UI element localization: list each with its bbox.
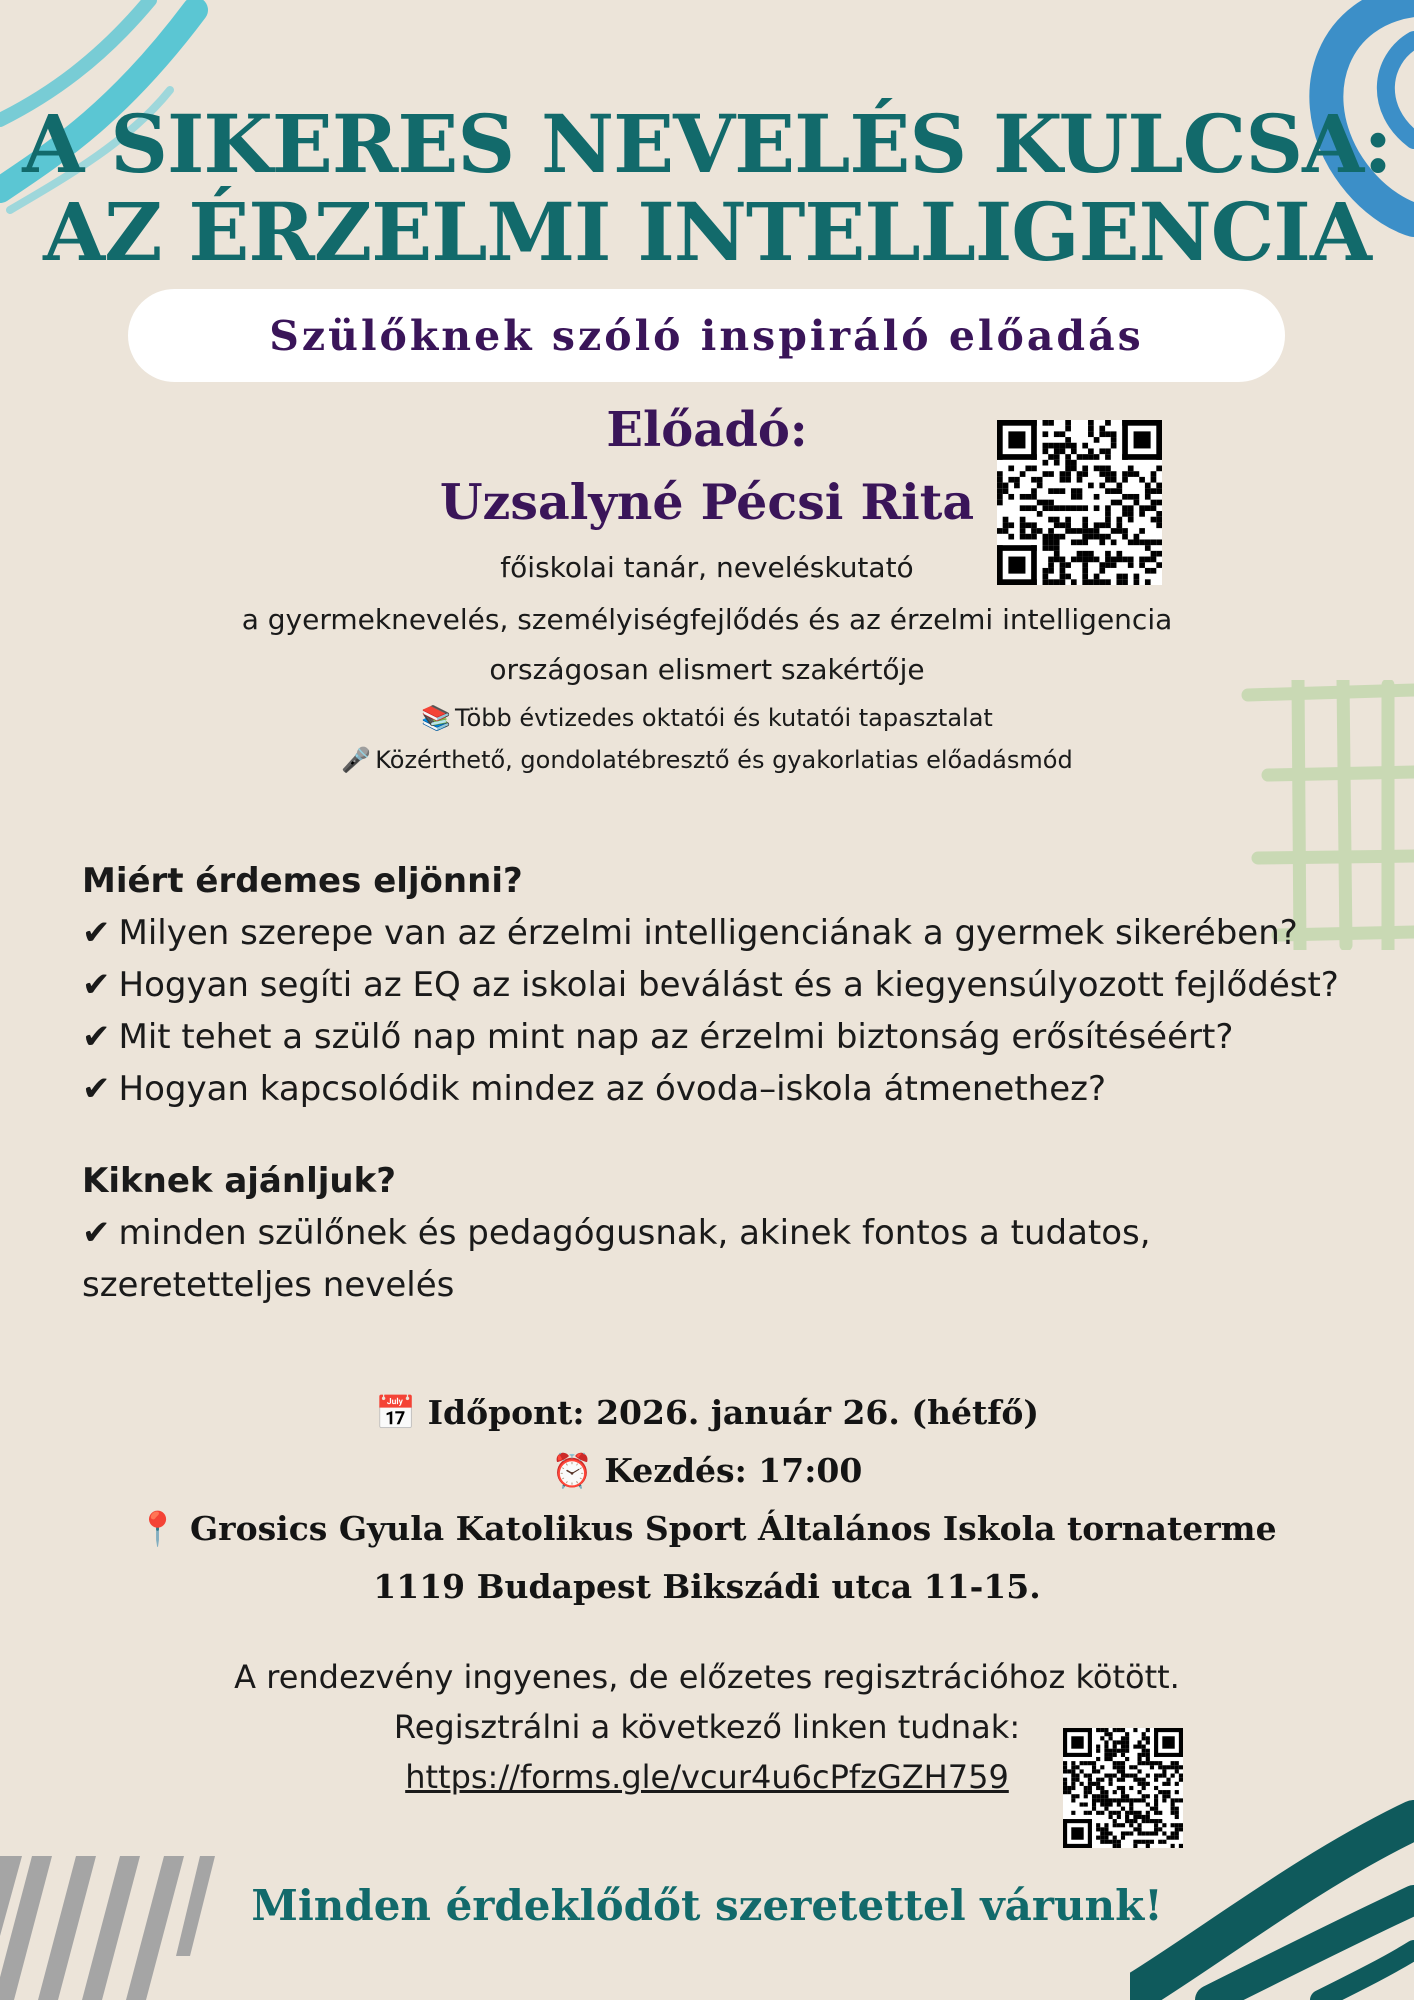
checkmark-icon: ✔ — [82, 913, 111, 953]
presenter-desc-2: országosan elismert szakértője — [489, 653, 925, 686]
event-place — [0, 1500, 1414, 1558]
checkmark-icon: ✔ — [82, 1069, 111, 1109]
presenter-bullet-2-text: Közérthető, gondolatébresztő és gyakorlatias előadásmód — [375, 746, 1073, 774]
footer-invitation: Minden érdeklődőt szeretettel várunk! — [251, 1881, 1163, 1930]
registration-link[interactable]: https://forms.gle/vcur4u6cPfzGZH759 — [405, 1758, 1009, 1796]
presenter-role: főiskolai tanár, neveléskutató — [500, 551, 914, 584]
audience-section — [82, 1155, 1372, 1311]
presenter-bullet-2 — [0, 740, 1414, 780]
why-item — [82, 959, 1372, 1011]
title-line-1: A SIKERES NEVELÉS KULCSA: — [22, 97, 1392, 191]
why-item-text: Mit tehet a szülő nap mint nap az érzelmi biztonság erősítéséért? — [118, 1017, 1234, 1057]
checkmark-icon: ✔ — [82, 1213, 111, 1253]
registration-line-2: Regisztrálni a következő linken tudnak: — [393, 1708, 1021, 1746]
audience-line-2: szeretetteljes nevelés — [82, 1265, 455, 1305]
event-time — [0, 1442, 1414, 1500]
why-section — [82, 855, 1372, 1115]
why-item — [82, 1011, 1372, 1063]
presenter-bullet-1-text: Több évtizedes oktatói és kutatói tapasztalat — [455, 704, 993, 732]
event-date-text: Időpont: 2026. január 26. (hétfő) — [427, 1393, 1040, 1432]
presenter-name: Uzsalyné Pécsi Rita — [439, 473, 975, 531]
calendar-icon: 📅 — [374, 1393, 417, 1432]
audience-item — [82, 1207, 1372, 1259]
checkmark-icon: ✔ — [82, 965, 111, 1005]
why-item-text: Milyen szerepe van az érzelmi intelligenciának a gyermek sikerében? — [118, 913, 1298, 953]
checkmark-icon: ✔ — [82, 1017, 111, 1057]
pin-icon: 📍 — [137, 1509, 179, 1548]
why-item — [82, 1063, 1372, 1115]
presenter-desc-1: a gyermeknevelés, személyiségfejlődés és az érzelmi intelligencia — [241, 603, 1173, 636]
microphone-icon: 🎤 — [341, 746, 372, 774]
why-item-text: Hogyan segíti az EQ az iskolai beválást és a kiegyensúlyozott fejlődést? — [118, 965, 1339, 1005]
why-heading: Miért érdemes eljönni? — [82, 861, 523, 901]
title-line-2: AZ ÉRZELMI INTELLIGENCIA — [43, 185, 1371, 279]
event-date — [0, 1384, 1414, 1442]
books-icon: 📚 — [421, 704, 452, 732]
presenter-label: Előadó: — [606, 402, 808, 458]
poster-title — [0, 97, 1414, 279]
audience-line-1: minden szülőnek és pedagógusnak, akinek fontos a tudatos, — [118, 1213, 1151, 1253]
registration-qr-code[interactable] — [1063, 1728, 1183, 1848]
event-place-text: Grosics Gyula Katolikus Sport Általános Iskola tornaterme — [190, 1509, 1277, 1548]
event-time-text: Kezdés: 17:00 — [604, 1451, 863, 1490]
alarm-clock-icon: ⏰ — [551, 1451, 593, 1490]
registration-line-1: A rendezvény ingyenes, de előzetes regisztrációhoz kötött. — [234, 1658, 1180, 1696]
presenter-bullet-1 — [0, 698, 1414, 738]
subtitle-banner — [128, 289, 1285, 382]
event-address: 1119 Budapest Bikszádi utca 11-15. — [373, 1567, 1041, 1606]
registration-link-row — [0, 1752, 1414, 1802]
audience-heading: Kiknek ajánljuk? — [82, 1161, 396, 1201]
subtitle-text: Szülőknek szóló inspiráló előadás — [269, 311, 1144, 360]
why-item — [82, 907, 1372, 959]
why-item-text: Hogyan kapcsolódik mindez az óvoda–iskola átmenethez? — [118, 1069, 1107, 1109]
